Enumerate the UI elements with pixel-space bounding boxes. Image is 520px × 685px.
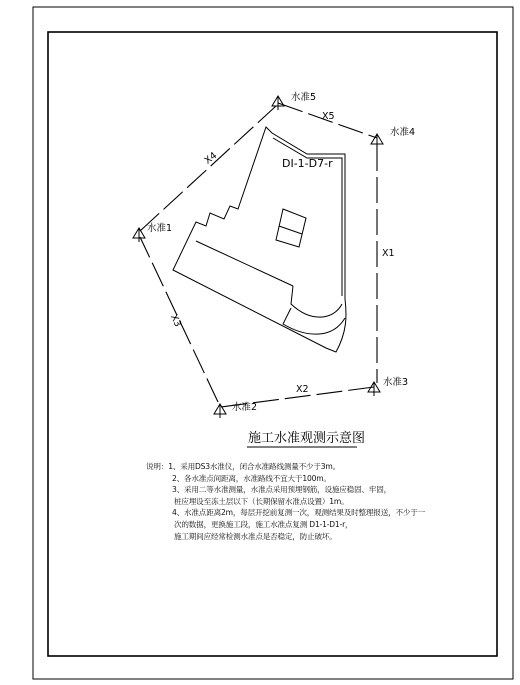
traverse-segment-x4 <box>140 106 276 231</box>
notes-line-6: 次的数据，更换施工段，施工水准点复测 D1-1-D1-r， <box>174 519 353 529</box>
segment-label-x1: X1 <box>382 248 395 259</box>
benchmark-1-triangle-icon <box>133 228 145 242</box>
notes-lead: 说明： <box>146 462 169 471</box>
drawing-title: 施工水准观测示意图 <box>248 431 366 446</box>
notes-line-7: 施工期间应经常检测水准点是否稳定，防止破坏。 <box>174 531 337 541</box>
segment-label-x5: X5 <box>322 111 335 122</box>
notes-line-4: 桩应埋设至冻土层以下（长期保留水准点设置）1m。 <box>174 496 349 506</box>
segment-label-x3: X3 <box>167 312 184 329</box>
notes-text-1: 1、采用DS3水准仪，闭合水准路线测量不少于3m。 <box>168 462 341 471</box>
segment-label-x2: X2 <box>296 384 309 395</box>
inner-frame <box>48 32 497 656</box>
building-label: DI-1-D7-r <box>282 157 333 170</box>
building-division-line <box>196 241 293 286</box>
building-block <box>276 209 306 247</box>
drawing-notes <box>146 461 436 542</box>
building-curve-outer <box>291 286 342 317</box>
benchmark-4-label: 水准4 <box>390 127 416 138</box>
notes-line-3: 3、采用二等水准测量，水准点采用预埋钢筋，设施应稳固、牢固， <box>172 485 392 495</box>
notes-line-2: 2、各水准点间距离，水准路线不宜大于100m。 <box>172 473 331 483</box>
notes-line-1 <box>146 461 436 473</box>
benchmark-5-label: 水准5 <box>291 92 317 103</box>
segment-label-x4: X4 <box>202 150 220 167</box>
notes-line-5: 4、水准点距离2m，每层开挖前复测一次，观测结果及时整理报送，不少于一 <box>172 508 426 518</box>
benchmark-2-label: 水准2 <box>232 402 258 413</box>
outer-frame <box>33 7 513 679</box>
benchmark-3-label: 水准3 <box>383 377 409 388</box>
benchmark-3-triangle-icon <box>368 382 380 396</box>
benchmark-1-label: 水准1 <box>147 223 173 234</box>
